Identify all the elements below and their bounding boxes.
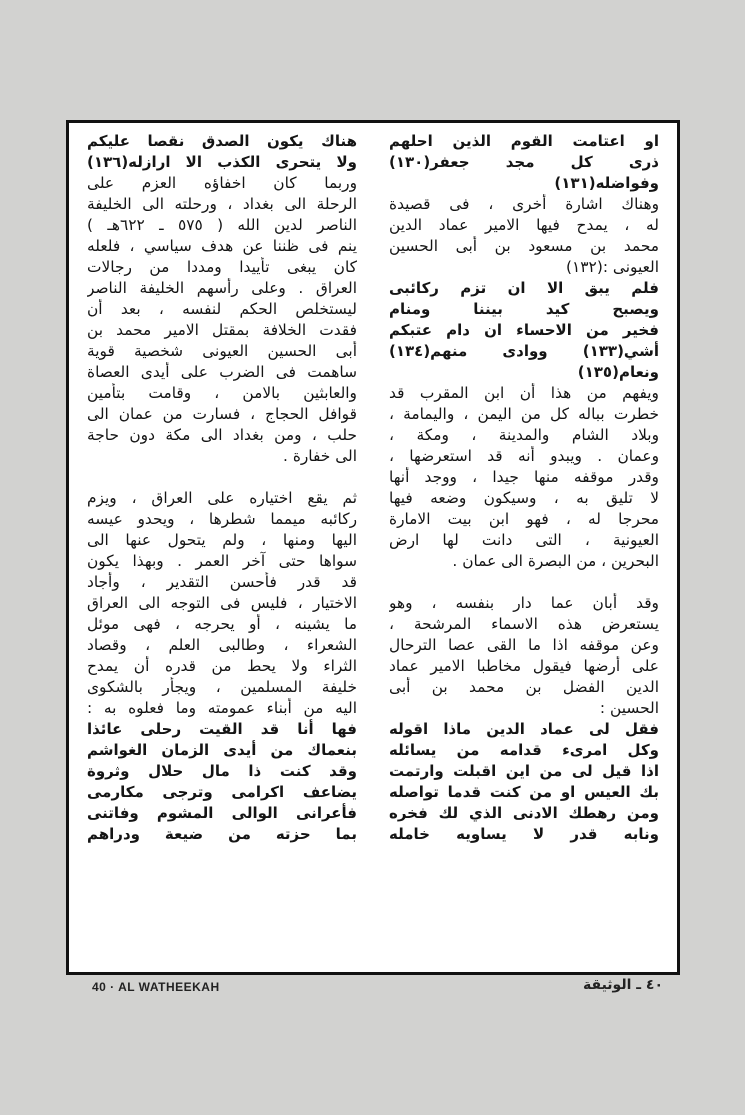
text-line: وربما كان اخفاؤه العزم على — [87, 174, 357, 192]
text-line: الدين الفضل بن محمد بن أبى — [389, 678, 659, 696]
verse-line: ومن رهطك الادنى الذي لك فخره — [389, 804, 659, 822]
verse-line: بما حزته من ضيعة ودراهم — [87, 825, 357, 843]
verse-line: فها أنا قد القيت رحلى عائذا — [87, 720, 357, 738]
text-line: خليفة المسلمين ، ويجأر بالشكوى — [87, 678, 357, 696]
text-line: ثم يقع اختياره على العراق ، ويزم — [87, 489, 357, 507]
text-line: على أرضها فيقول مخاطبا الامير عماد — [389, 657, 659, 675]
text-line: ساهمت فى الضرب على أيدى العصاة — [87, 363, 357, 381]
verse-line: هناك يكون الصدق نقصا عليكم — [87, 132, 357, 150]
text-line: البحرين ، من البصرة الى عمان . — [452, 552, 659, 570]
text-line: أبى الحسين العيونى شخصية قوية — [87, 342, 357, 360]
left-text-column — [87, 131, 357, 845]
verse-line: فخير من الاحساء ان دام عتبكم — [389, 321, 659, 339]
text-line: الى خفارة . — [283, 447, 357, 465]
text-line: محمد بن مسعود بن أبى الحسين — [389, 237, 659, 255]
text-line: خطرت بباله كل من اليمن ، واليمامة ، — [389, 405, 659, 423]
text-line: الناصر لدين الله ( ٥٧٥ ـ ٦٢٢هـ ) — [87, 216, 357, 234]
text-line: والعابثين بالامن ، وقامت بتأمين — [87, 384, 357, 402]
verse-line: فقل لى عماد الدين ماذا اقوله — [389, 720, 659, 738]
right-text-column — [389, 131, 659, 845]
verse-line: بنعماك من أيدى الزمان الغواشم — [87, 741, 357, 759]
verse-line: ونابه قدر لا يساويه خامله — [389, 825, 659, 843]
verse-line: وكل امرىء قدامه من يسائله — [389, 741, 659, 759]
text-line: العيونى :(١٣٢) — [565, 258, 659, 276]
text-line: العيونية ، التى دانت لها ارض — [389, 531, 659, 549]
text-line: قوافل الحجاج ، فسارت من عمان الى — [87, 405, 357, 423]
text-line: الحسين : — [599, 699, 659, 717]
footer-page-label-arabic: ٤٠ ـ الوثيقة — [583, 977, 663, 993]
text-line: لا تليق به ، وسيكون وضعه فيها — [389, 489, 659, 507]
text-line: وقدر موقفه منها جيدا ، ووجد أنها — [389, 468, 659, 486]
page-frame — [66, 120, 680, 975]
verse-line: ويصبح كيد بيننا ومنام — [389, 300, 659, 318]
text-line: قد قدر فأحسن التقدير ، وأجاد — [87, 573, 357, 591]
verse-line: وفواضله(١٣١) — [554, 174, 659, 192]
text-line: له ، يمدح فيها الامير عماد الدين — [389, 216, 659, 234]
text-line: ويفهم من هذا أن ابن المقرب قد — [389, 384, 659, 402]
text-line: ليستخلص الحكم لنفسه ، بعد أن — [87, 300, 357, 318]
text-line: ركائبه ميمما شطرها ، ويحدو عيسه — [87, 510, 357, 528]
verse-line: ولا يتحرى الكذب الا ارازله(١٣٦) — [87, 153, 357, 171]
verse-line: ونعام(١٣٥) — [577, 363, 659, 381]
verse-line: فلم يبق الا ان تزم ركائبى — [389, 279, 659, 297]
verse-line: فأعرانى الوالى المشوم وفاتنى — [87, 804, 357, 822]
footer-page-label-latin: 40 · AL WATHEEKAH — [92, 980, 220, 994]
text-line: محرجا له ، فهو ابن بيت الامارة — [389, 510, 659, 528]
text-line: وقد أبان عما دار بنفسه ، وهو — [389, 594, 659, 612]
verse-line: اذا قيل لى من اين اقبلت وارتمت — [389, 762, 659, 780]
text-line: وبلاد الشام والمدينة ، ومكة ، — [389, 426, 659, 444]
text-line: فقدت الخلافة بمقتل الامير محمد بن — [87, 321, 357, 339]
text-line: ما يشينه ، أو يحرجه ، فهى موئل — [87, 615, 357, 633]
verse-line: ذرى كل مجد جعفر(١٣٠) — [389, 153, 659, 171]
text-line: اليه من أبناء عمومته وما فعلوه به : — [87, 699, 357, 717]
paragraph-gap — [87, 467, 357, 488]
text-line: سواها حتى آخر العمر . وبهذا يكون — [87, 552, 357, 570]
verse-line: أشي(١٣٣) ووادى منهم(١٣٤) — [389, 342, 659, 360]
text-line: وهناك اشارة أخرى ، فى قصيدة — [389, 195, 659, 213]
text-line: اليها ومنها ، ولم يتحول عنها الى — [87, 531, 357, 549]
verse-line: او اعتامت القوم الذين احلهم — [389, 132, 659, 150]
paragraph-gap — [389, 572, 659, 593]
text-line: حلب ، ومن بغداد الى مكة دون حاجة — [87, 426, 357, 444]
text-line: الرحلة الى بغداد ، ورحلته الى الخليفة — [87, 195, 357, 213]
verse-line: بك العيس او من كنت قدما تواصله — [389, 783, 659, 801]
verse-line: يضاعف اكرامى وترجى مكارمى — [87, 783, 357, 801]
verse-line: وقد كنت ذا مال حلال وثروة — [87, 762, 357, 780]
text-line: كان يبغى تأييدا ومددا من رجالات — [87, 258, 357, 276]
text-line: الثراء ولا يحط من قدره أن يمدح — [87, 657, 357, 675]
text-line: وعن موقفه اذا ما القى عصا الترحال — [389, 636, 659, 654]
text-line: العراق . وعلى رأسهم الخليفة الناصر — [87, 279, 357, 297]
text-line: يستعرض هذه الاسماء المرشحة ، — [389, 615, 659, 633]
text-line: وعمان . ويبدو أنه قد استعرضها ، — [389, 447, 659, 465]
text-line: الشعراء ، وطالبى العلم ، وقصاد — [87, 636, 357, 654]
text-line: ينم فى ظننا عن هدف سياسي ، فلعله — [87, 237, 357, 255]
text-line: الاختيار ، فليس فى التوجه الى العراق — [87, 594, 357, 612]
